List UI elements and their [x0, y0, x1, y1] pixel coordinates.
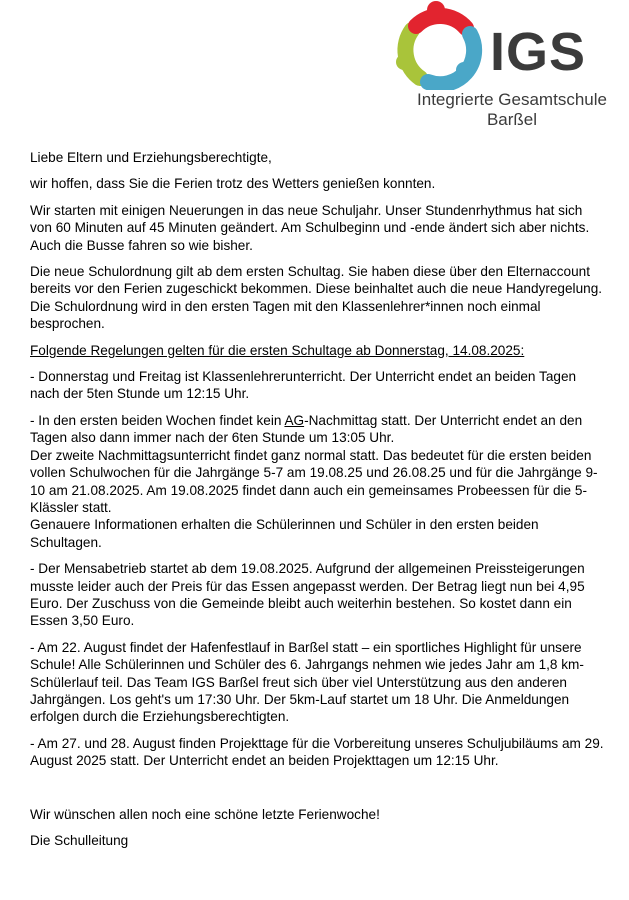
- closing: Wir wünschen allen noch eine schöne letzte Ferienwoche!: [30, 806, 380, 822]
- paragraph-school-rules: Die neue Schulordnung gilt ab dem ersten Schultag. Sie haben diese über den Elternaccount bereits vor den Ferien zugeschickt bekommen. Diese beinhaltet auch die neue Handyregelung. Die Schulordnung wird in den ersten Tagen mit den Klassenlehrer*innen noch einmal besprochen.: [30, 264, 603, 332]
- school-logo: [390, 0, 629, 132]
- igs-emblem-icon: [390, 0, 490, 90]
- logo-line-2: Barßel: [486, 109, 538, 129]
- paragraph-schedule: Wir starten mit einigen Neuerungen in das neue Schuljahr. Unser Stundenrhythmus hat sich von 60 Minuten auf 45 Minuten geändert. Am Schulbeginn und -ende ändert sich aber nichts. Auch die Busse fahren so wie bisher.: [30, 202, 590, 253]
- paragraph-intro: wir hoffen, dass Sie die Ferien trotz des Wetters genießen konnten.: [30, 176, 436, 192]
- letter-body: [30, 149, 605, 858]
- item2-ag-abbrev: AG: [284, 412, 305, 428]
- signature: Die Schulleitung: [30, 833, 129, 848]
- rules-heading: Folgende Regelungen gelten für die ersten Schultage ab Donnerstag, 14.08.2025:: [30, 342, 525, 358]
- item2-text-b: -Nachmittag statt. Der Unterricht endet an den Tagen also dann immer nach der 6ten Stunde um 13:05 Uhr.: [30, 412, 583, 446]
- list-item-cafeteria: - Der Mensabetrieb startet ab dem 19.08.2025. Aufgrund der allgemeinen Preissteigerungen musste leider auch der Preis für das Essen angepasst werden. Der Betrag liegt nun bei 4,95 Euro. Der Zuschuss von die Gemeinde bleibt auch weiterhin bestehen. So kostet dann ein Essen 3,50 Euro.: [30, 561, 585, 629]
- item2-text-c: Der zweite Nachmittagsunterricht findet ganz normal statt. Das bedeutet für die ersten beiden vollen Schulwochen für die Jahrgänge 5-7 am 19.08.25 und 26.08.25 und für die Jahrgänge 9-10 am 21.08.2025. Am 19.08.2025 findet dann auch ein gemeinsames Probeessen für die 5-Klässler statt.: [30, 447, 598, 515]
- greeting: Liebe Eltern und Erziehungsberechtigte,: [30, 150, 272, 165]
- logo-wordmark: IGS: [490, 22, 587, 82]
- item2-text-d: Genauere Informationen erhalten die Schülerinnen und Schüler in den ersten beiden Schultagen.: [30, 517, 539, 550]
- list-item-class-teacher: - Donnerstag und Freitag ist Klassenlehrerunterricht. Der Unterricht endet an beiden Tagen nach der 5ten Stunde um 12:15 Uhr.: [30, 369, 577, 402]
- item2-text-a: - In den ersten beiden Wochen findet kein: [30, 412, 285, 428]
- logo-school-name: [395, 90, 629, 129]
- list-item-afternoon: [30, 412, 605, 551]
- list-item-project-days: - Am 27. und 28. August finden Projekttage für die Vorbereitung unseres Schuljubiläums am 29. August 2025 statt. Der Unterricht endet an beiden Projekttagen um 12:15 Uhr.: [30, 735, 604, 769]
- logo-line-1: Integrierte Gesamtschule: [417, 90, 607, 109]
- list-item-harbor-run: - Am 22. August findet der Hafenfestlauf in Barßel statt – ein sportliches Highlight für unsere Schule! Alle Schülerinnen und Schüler des 6. Jahrgangs nehmen wie jedes Jahr am 1,8 km-Schülerlauf teil. Das Team IGS Barßel freut sich über viel Unterstützung aus den anderen Jahrgängen. Los geht's um 17:30 Uhr. Der 5km-Lauf startet um 18 Uhr. Die Anmeldungen erfolgen durch die Erziehungsberechtigten.: [30, 639, 584, 725]
